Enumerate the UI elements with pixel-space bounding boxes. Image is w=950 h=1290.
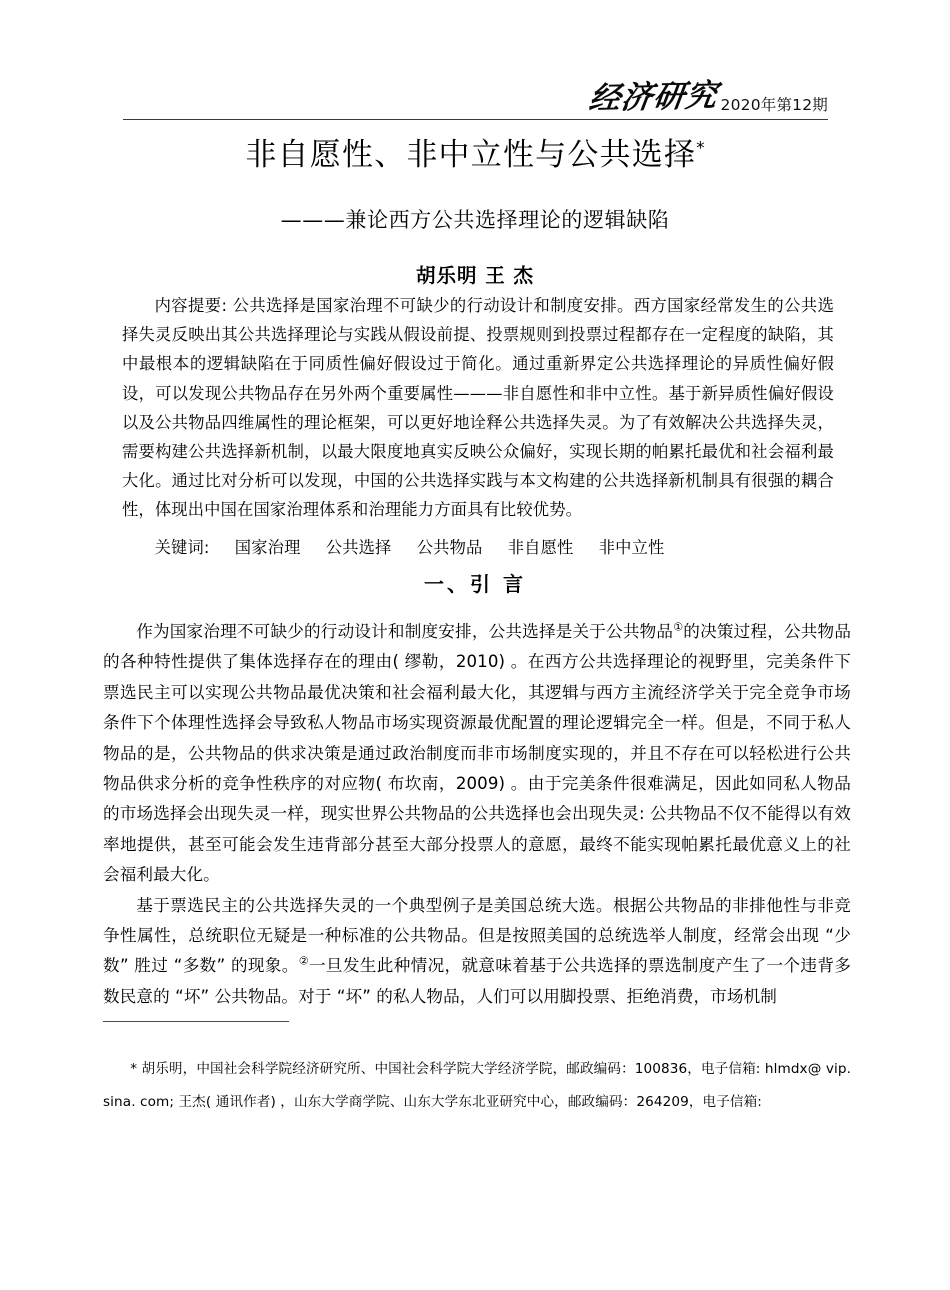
keyword-item: 公共物品 [416, 537, 483, 557]
section-heading-introduction: 一、引 言 [424, 572, 526, 596]
title-footnote-marker: * [696, 138, 705, 159]
keywords-line [122, 525, 834, 562]
keyword-item: 非自愿性 [507, 537, 574, 557]
body-paragraph: 基于票选民主的公共选择失灵的一个典型例子是美国总统大选。根据公共物品的非排他性与非竞争性属性，总统职位无疑是一种标准的公共物品。但是按照美国的总统选举人制度，经常会出现 “少数” 胜过 “多数” 的现象。②一旦发生此种情况，就意味着基于公共选择的票选制度产生了一个违背多数民意的 “坏” 公共物品。对于 “坏” 的私人物品，人们可以用脚投票、拒绝消费，市场机制 [103, 895, 851, 1006]
footnote-reference[interactable]: ① [673, 620, 684, 634]
journal-logo: 经济研究 [586, 77, 720, 117]
footnote-reference[interactable]: ② [298, 954, 309, 968]
footnote-text: * 胡乐明，中国社会科学院经济研究所、中国社会科学院大学经济学院，邮政编码：100836，电子信箱: hlmdx@ vip. sina. com; 王杰( 通讯作者) ，山东大学商学院、山东大学东北亚研究中心，邮政编码：264209，电子信箱: [103, 1061, 851, 1110]
abstract-block [122, 291, 834, 562]
issue-label: 2020年第12期 [720, 95, 828, 114]
keywords-label: 关键词: [154, 537, 210, 557]
keyword-item: 公共选择 [325, 537, 392, 557]
article-title [0, 136, 950, 175]
body-text [103, 617, 851, 1012]
footnote-divider [103, 1021, 289, 1022]
footnote-block [103, 1053, 851, 1119]
page-masthead [123, 62, 828, 120]
article-subtitle: ———兼论西方公共选择理论的逻辑缺陷 [280, 207, 670, 232]
article-title-text: 非自愿性、非中立性与公共选择 [245, 137, 697, 173]
title-block [0, 136, 950, 288]
masthead-divider [123, 119, 828, 120]
keyword-item: 国家治理 [234, 537, 301, 557]
article-authors: 胡乐明 王 杰 [415, 264, 535, 288]
keyword-item: 非中立性 [598, 537, 665, 557]
body-paragraph: 作为国家治理不可缺少的行动设计和制度安排，公共选择是关于公共物品①的决策过程，公共物品的各种特性提供了集体选择存在的理由( 缪勒，2010) 。在西方公共选择理论的视野里，完美条件下票选民主可以实现公共物品最优决策和社会福利最大化，其逻辑与西方主流经济学关于完全竞争市场条件下个体理性选择会导致私人物品市场实现资源最优配置的理论逻辑完全一样。但是，不同于私人物品的是，公共物品的供求决策是通过政治制度而非市场制度实现的，并且不存在可以轻松进行公共物品供求分析的竞争性秩序的对应物( 布坎南，2009) 。由于完美条件很难满足，因此如同私人物品的市场选择会出现失灵一样，现实世界公共物品的公共选择也会出现失灵: 公共物品不仅不能得以有效率地提供，甚至可能会发生违背部分甚至大部分投票人的意愿，最终不能实现帕累托最优意义上的社会福利最大化。 [103, 620, 852, 885]
abstract-text: 内容提要: 公共选择是国家治理不可缺少的行动设计和制度安排。西方国家经常发生的公共选择失灵反映出其公共选择理论与实践从假设前提、投票规则到投票过程都存在一定程度的缺陷，其中最根本的逻辑缺陷在于同质性偏好假设过于简化。通过重新界定公共选择理论的异质性偏好假设，可以发现公共物品存在另外两个重要属性———非自愿性和非中立性。基于新异质性偏好假设以及公共物品四维属性的理论框架，可以更好地诠释公共选择失灵。为了有效解决公共选择失灵，需要构建公共选择新机制，以最大限度地真实反映公众偏好，实现长期的帕累托最优和社会福利最大化。通过比对分析可以发现，中国的公共选择实践与本文构建的公共选择新机制具有很强的耦合性，体现出中国在国家治理体系和治理能力方面具有比较优势。 [122, 296, 834, 520]
